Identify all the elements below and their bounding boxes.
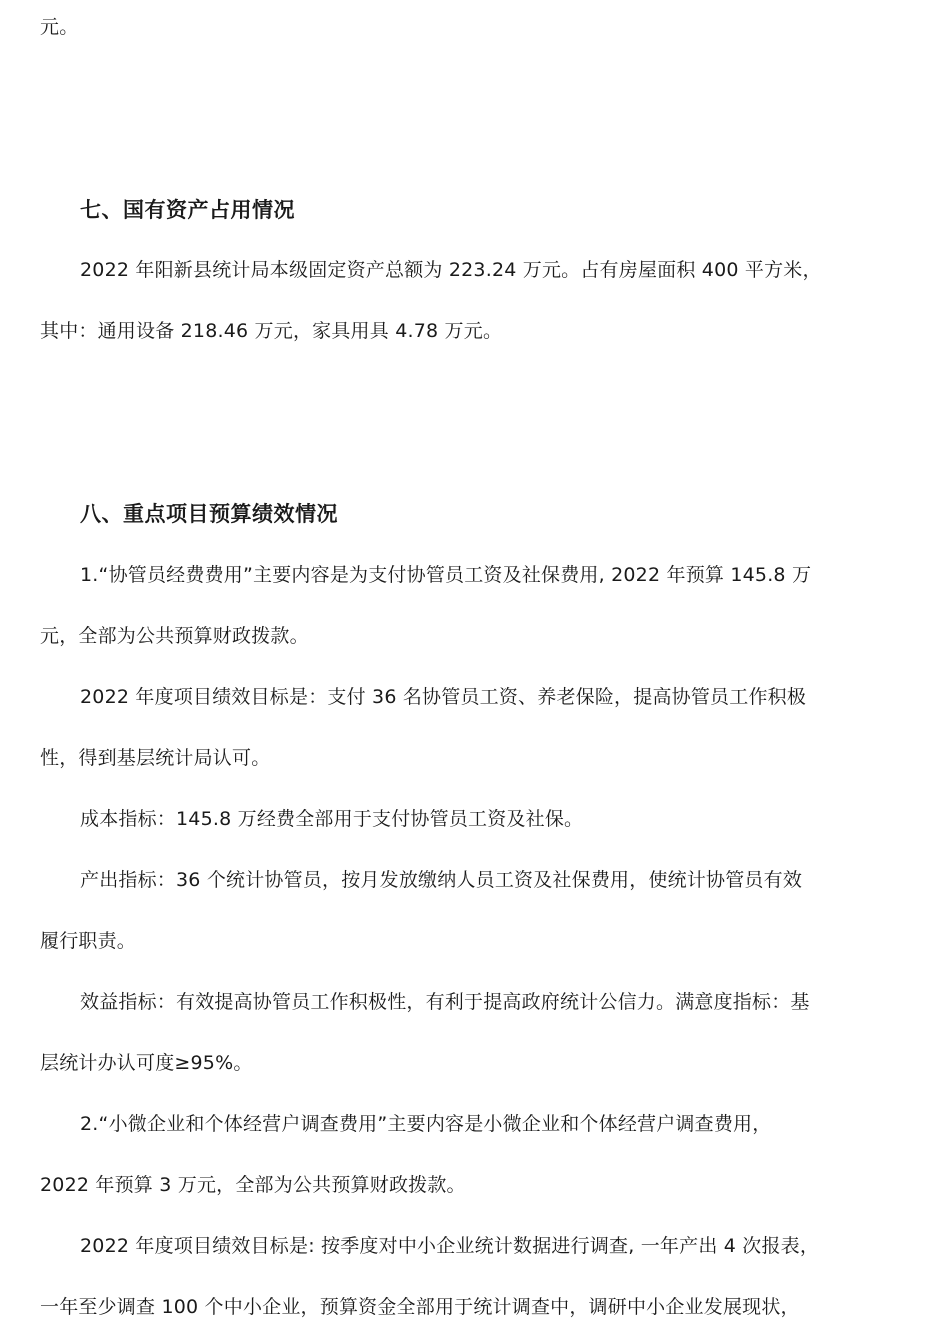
section-8-line-11: 2022 年预算 3 万元，全部为公共预算财政拨款。	[40, 1174, 466, 1196]
section-8-heading: 八、重点项目预算绩效情况	[80, 502, 338, 526]
section-8-line-9: 层统计办认可度≥95%。	[40, 1052, 253, 1074]
section-8-line-4: 性，得到基层统计局认可。	[40, 747, 271, 769]
section-8-line-6: 产出指标：36 个统计协管员，按月发放缴纳人员工资及社保费用，使统计协管员有效	[80, 869, 803, 891]
section-8-line-13: 一年至少调查 100 个中小企业，预算资金全部用于统计调查中，调研中小企业发展现状，	[40, 1296, 800, 1318]
section-8-line-5: 成本指标：145.8 万经费全部用于支付协管员工资及社保。	[80, 808, 584, 830]
section-7-paragraph-line-2: 其中：通用设备 218.46 万元，家具用具 4.78 万元。	[40, 320, 503, 342]
section-8-line-7: 履行职责。	[40, 930, 137, 952]
top-fragment-text: 元。	[40, 16, 79, 38]
section-8-line-1: 1.“协管员经费费用”主要内容是为支付协管员工资及社保费用, 2022 年预算 145.8 万	[80, 564, 812, 586]
section-7-heading: 七、国有资产占用情况	[80, 198, 295, 222]
section-8-line-2: 元，全部为公共预算财政拨款。	[40, 625, 309, 647]
section-8-line-8: 效益指标：有效提高协管员工作积极性，有利于提高政府统计公信力。满意度指标：基	[80, 991, 810, 1013]
section-8-line-3: 2022 年度项目绩效目标是：支付 36 名协管员工资、养老保险，提高协管员工作积极	[80, 686, 807, 708]
section-7-paragraph-line-1: 2022 年阳新县统计局本级固定资产总额为 223.24 万元。占有房屋面积 400 平方米，	[80, 259, 822, 281]
section-8-line-10: 2.“小微企业和个体经营户调查费用”主要内容是小微企业和个体经营户调查费用，	[80, 1113, 772, 1135]
section-8-line-12: 2022 年度项目绩效目标是: 按季度对中小企业统计数据进行调查, 一年产出 4 次报表，	[80, 1235, 820, 1257]
